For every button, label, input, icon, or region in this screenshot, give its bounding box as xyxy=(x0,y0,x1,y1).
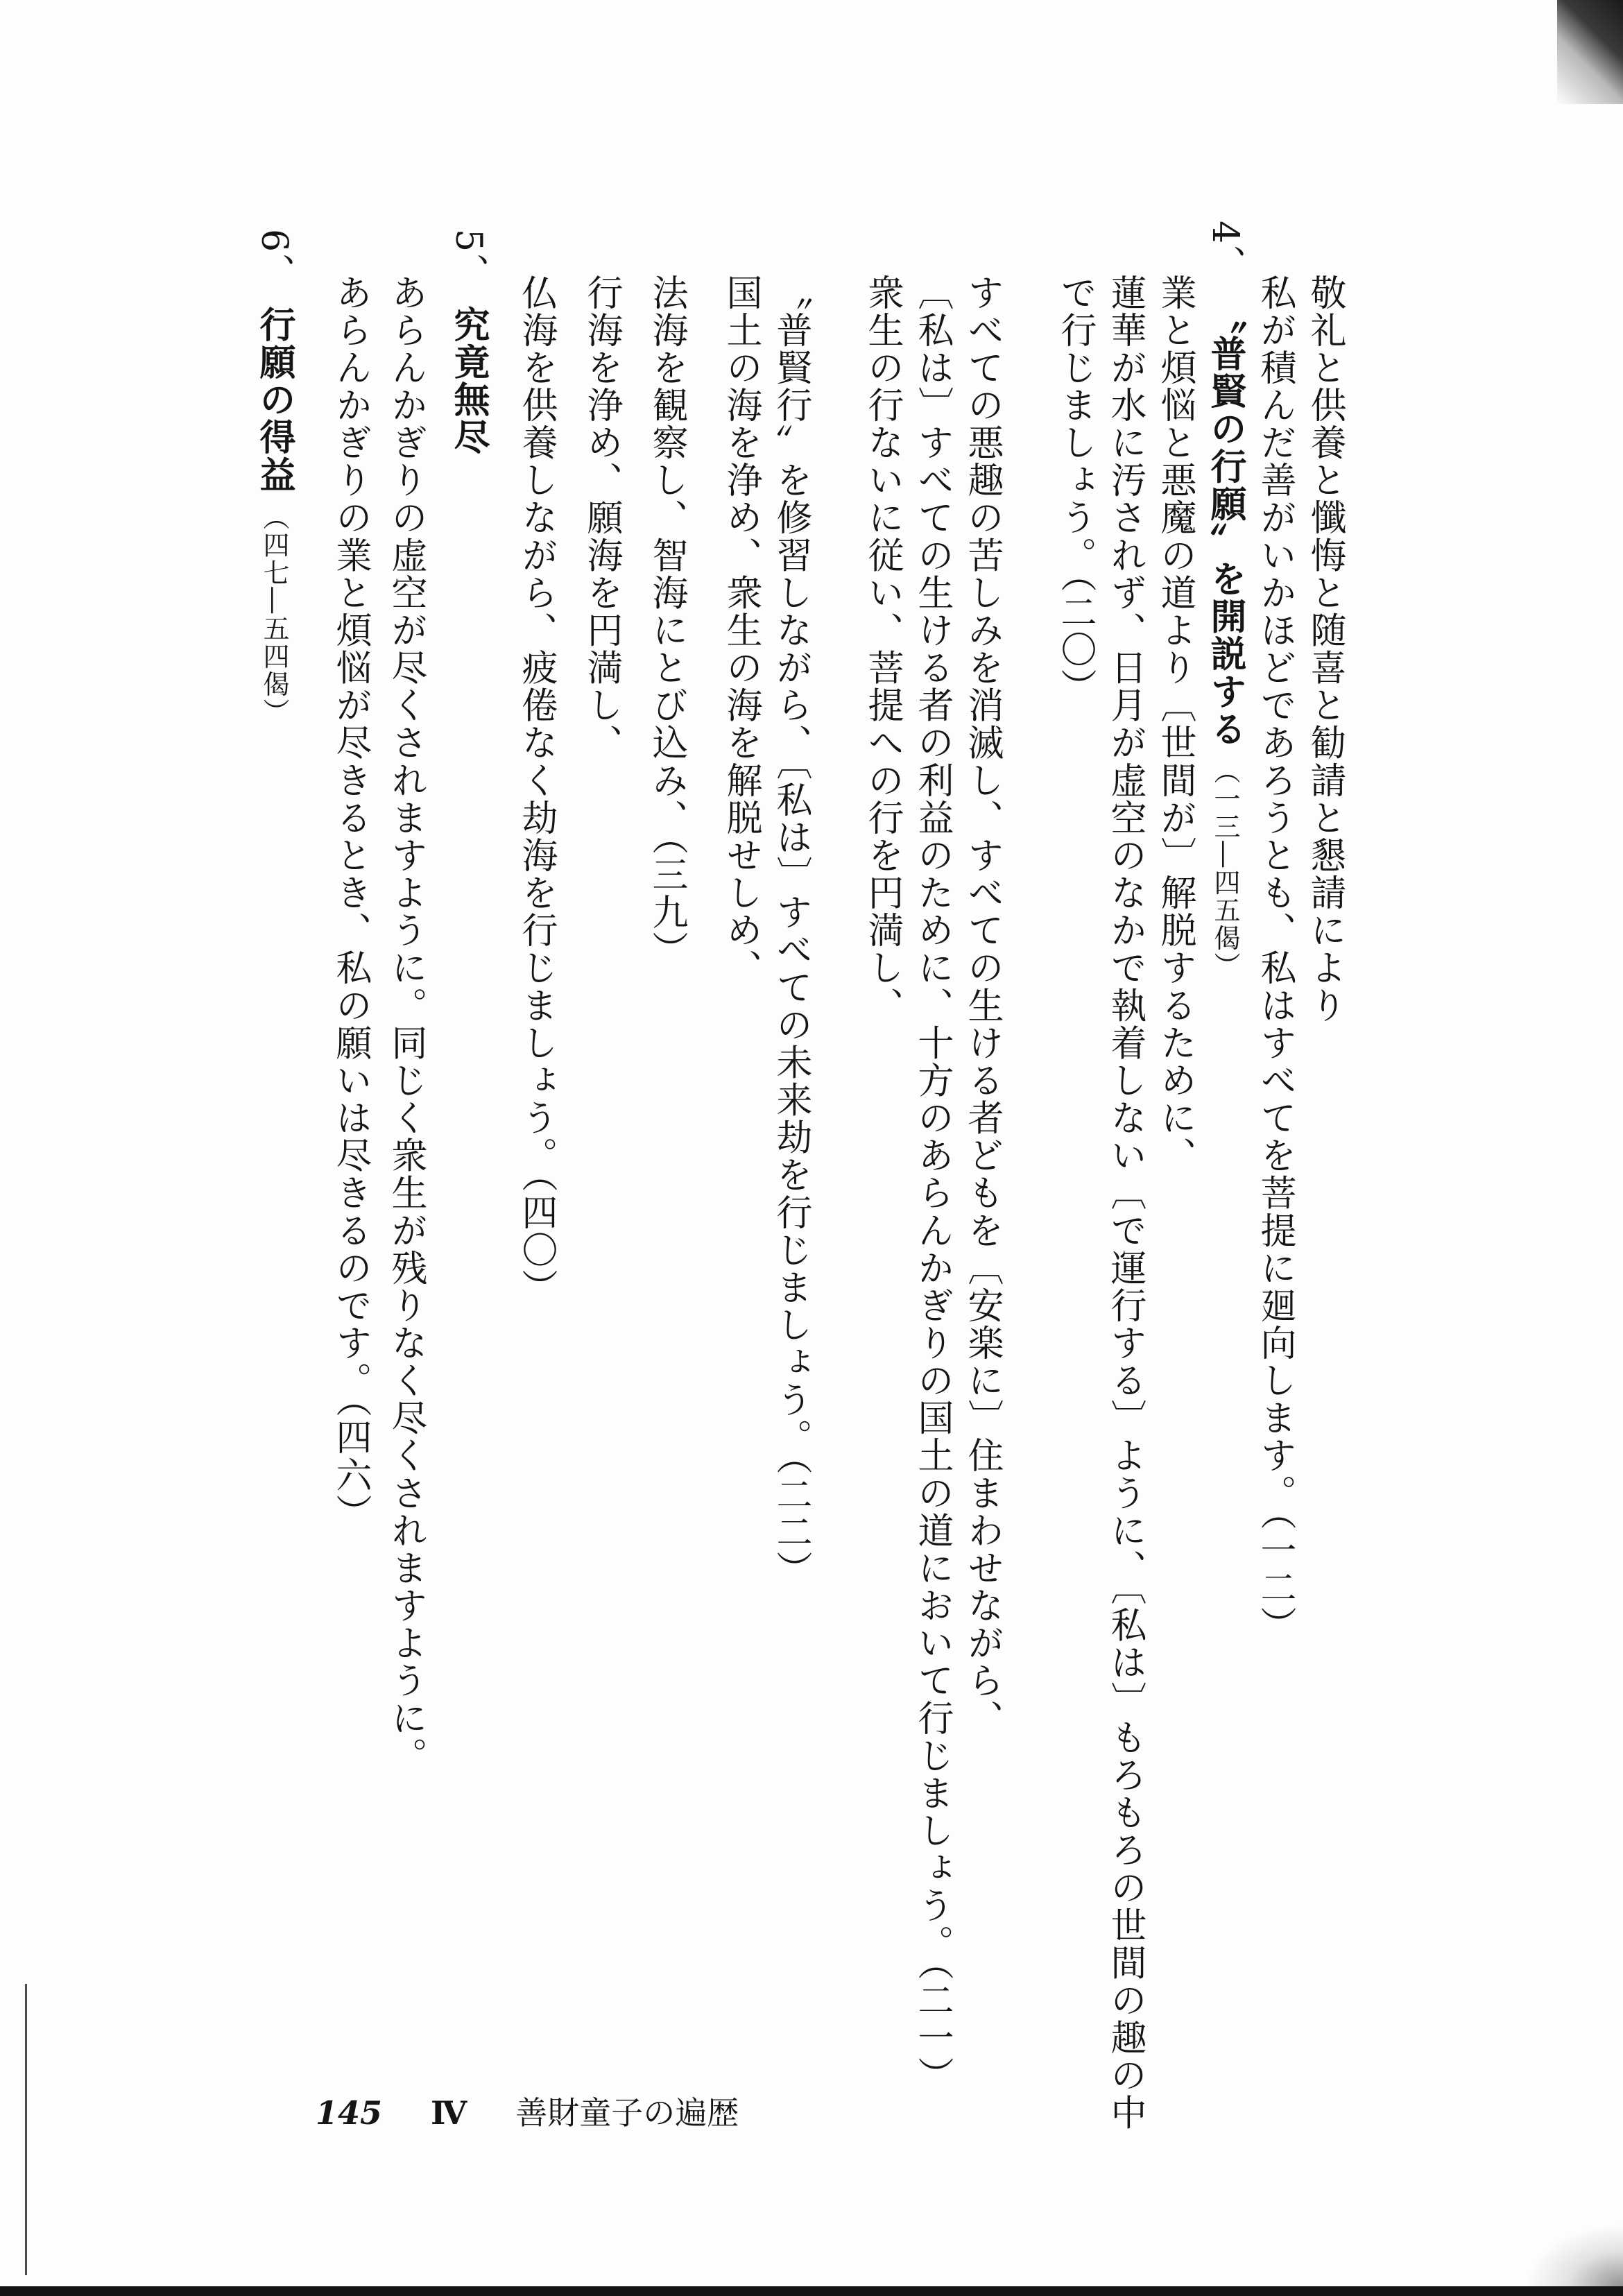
section-number: 6、 xyxy=(253,229,295,291)
text-column: 〝普賢行〟を修習しながら、〔私は〕すべての未来劫を行じましょう。（二二） xyxy=(770,274,812,1588)
section-heading-4 xyxy=(1201,221,1249,980)
text-column: 業と煩悩と悪魔の道より〔世間が〕解脱するために、 xyxy=(1154,274,1196,1174)
verse-reference: （一三―四五偈） xyxy=(1210,757,1240,980)
page-footer xyxy=(316,2088,739,2134)
text-column: 蓮華が水に汚されず、日月が虚空のなかで執着しない〔で運行する〕ように、〔私は〕もろもろの世間の趣の中 xyxy=(1104,274,1146,2132)
section-heading-6 xyxy=(250,229,298,726)
section-title: 究竟無尽 xyxy=(447,306,489,456)
text-column: あらんかぎりの業と煩悩が尽きるとき、私の願いは尽きるのです。（四六） xyxy=(329,274,371,1532)
section-heading-5 xyxy=(444,229,492,456)
text-column: 国土の海を浄め、衆生の海を解脱せしめ、 xyxy=(720,274,762,987)
text-column: 仏海を供養しながら、疲倦なく劫海を行じましょう。（四〇） xyxy=(515,274,557,1307)
section-number: 5、 xyxy=(447,229,489,291)
text-column: すべての悪趣の苦しみを消滅し、すべての生ける者どもを〔安楽に〕住まわせながら、 xyxy=(961,274,1003,1738)
text-column: 私が積んだ善がいかほどであろうとも、私はすべてを菩提に廻向します。（一二） xyxy=(1254,274,1296,1644)
scan-bottom-edge xyxy=(0,2286,1623,2296)
text-column: あらんかぎりの虚空が尽くされますように。同じく衆生が残りなく尽くされますように。 xyxy=(385,274,427,1775)
section-title: 行願の得益 xyxy=(253,306,295,494)
text-column: 〔私は〕すべての生ける者の利益のために、十方のあらんかぎりの国土の道において行じましょう。（二一） xyxy=(911,274,953,2094)
text-column: 法海を観察し、智海にとび込み、（三九） xyxy=(646,274,687,969)
scan-left-edge xyxy=(25,1984,27,2275)
verse-reference: （四七―五四偈） xyxy=(259,503,289,726)
scan-corner-shadow xyxy=(1557,0,1623,104)
chapter-number: Ⅳ xyxy=(431,2094,467,2132)
text-column: で行じましょう。（二〇） xyxy=(1054,274,1096,706)
text-column: 行海を浄め、願海を円満し、 xyxy=(581,274,622,762)
section-number: 4、 xyxy=(1204,221,1246,283)
page-number: 145 xyxy=(316,2094,383,2132)
chapter-title: 善財童子の遍歴 xyxy=(515,2094,739,2132)
text-column: 敬礼と供養と懺悔と随喜と勧請と懇請により xyxy=(1304,274,1346,1025)
section-title: 〝普賢の行願〟を開説する xyxy=(1204,298,1246,748)
text-column: 衆生の行ないに従い、菩提への行を円満し、 xyxy=(861,274,903,1025)
scan-speckle xyxy=(1526,2224,1623,2286)
